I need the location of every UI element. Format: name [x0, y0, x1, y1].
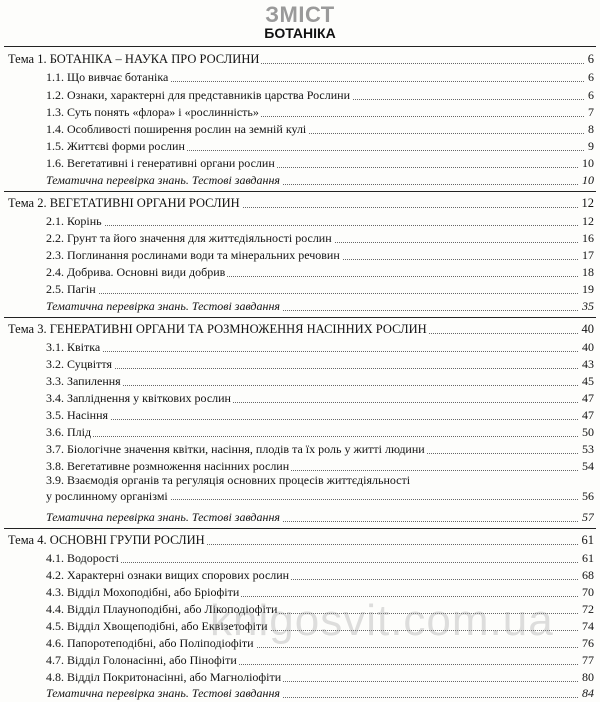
toc-item-label: 2.2. Грунт та його значення для життєдіяльності рослин	[46, 231, 332, 245]
topic-title: Тема 1. БОТАНІКА – НАУКА ПРО РОСЛИНИ	[8, 52, 260, 66]
topic-title: Тема 4. ОСНОВНІ ГРУПИ РОСЛИН	[8, 533, 205, 547]
page-number: 76	[579, 634, 594, 652]
toc-item-label: 4.2. Характерні ознаки вищих спорових рослин	[46, 568, 290, 582]
page-number: 7	[585, 103, 594, 121]
toc-item-label: 1.1. Що вивчає ботаніка	[46, 70, 169, 84]
toc-item[interactable]	[46, 600, 594, 618]
toc-item-label: 4.8. Відділ Покритонасінні, або Магноліофіти	[46, 670, 282, 684]
toc-item[interactable]	[46, 229, 594, 247]
page-number: 40	[579, 338, 594, 356]
toc-item[interactable]	[46, 120, 594, 138]
page-number: 47	[579, 389, 594, 407]
page-number: 61	[579, 549, 594, 567]
toc-item-label: 1.2. Ознаки, характерні для представників царства Рослини	[46, 88, 350, 102]
divider	[4, 46, 596, 47]
toc-item[interactable]	[46, 389, 594, 407]
page-number: 84	[579, 684, 594, 702]
page-number: 54	[579, 457, 594, 475]
toc-item[interactable]	[46, 566, 594, 584]
toc-item-label: 1.3. Суть понять «флора» і «рослинність»	[46, 105, 259, 119]
toc-test-item[interactable]	[46, 684, 594, 702]
toc-item-label: Тематична перевірка знань. Тестові завдання	[46, 299, 280, 313]
toc-item-label: 4.6. Папоротеподібні, або Поліподіофіти	[46, 636, 254, 650]
toc-item-label: Тематична перевірка знань. Тестові завдання	[46, 173, 280, 187]
toc-item-label: 3.1. Квітка	[46, 340, 101, 354]
page-number: 17	[579, 246, 594, 264]
page-number: 12	[579, 194, 595, 212]
toc-item-label: 2.1. Корінь	[46, 214, 102, 228]
toc-item[interactable]	[46, 651, 594, 669]
toc-item-label: 4.4. Відділ Плауноподібні, або Лікоподіофіти	[46, 602, 278, 616]
toc-item[interactable]	[46, 212, 594, 230]
divider	[4, 528, 596, 529]
page-number: 53	[579, 440, 594, 458]
toc-item-label-cont: у рослинному організмі	[46, 489, 168, 503]
toc-topic-2[interactable]	[8, 194, 594, 212]
page-number: 6	[585, 50, 594, 68]
toc-item-label: 3.4. Запліднення у квіткових рослин	[46, 391, 231, 405]
page-number: 56	[579, 488, 594, 504]
divider	[4, 317, 596, 318]
toc-item[interactable]	[46, 103, 594, 121]
toc-topic-4[interactable]	[8, 531, 594, 549]
toc-item-label: 3.6. Плід	[46, 425, 92, 439]
toc-item[interactable]	[46, 154, 594, 172]
topic-title: Тема 3. ГЕНЕРАТИВНІ ОРГАНИ ТА РОЗМНОЖЕННЯ НАСІННИХ РОСЛИН	[8, 322, 427, 336]
toc-item-label: 3.9. Взаємодія органів та регуляція основних процесів життєдіяльності	[46, 473, 411, 487]
toc-item[interactable]	[46, 423, 594, 441]
section-title: БОТАНІКА	[264, 25, 336, 41]
toc-item-label: 3.8. Вегетативне розмноження насінних рослин	[46, 459, 290, 473]
toc-item-label: 3.7. Біологічне значення квітки, насіння, плодів та їх роль у житті людини	[46, 442, 425, 456]
toc-item[interactable]	[46, 280, 594, 298]
page-number: 57	[579, 508, 594, 526]
toc-item-label: 3.2. Суцвіття	[46, 357, 112, 371]
toc-item-label: 3.3. Запилення	[46, 374, 121, 388]
toc-item[interactable]	[46, 440, 594, 458]
toc-item-label: 1.4. Особливості поширення рослин на земній кулі	[46, 122, 307, 136]
divider	[4, 191, 596, 192]
page-number: 80	[579, 668, 594, 686]
watermark: knigosvit.com.ua	[210, 596, 554, 645]
toc-item-label: 4.5. Відділ Хвощеподібні, або Еквізетофіти	[46, 619, 268, 633]
page-number: 68	[579, 566, 594, 584]
toc-item-label: 2.4. Добрива. Основні види добрив	[46, 265, 226, 279]
page-number: 6	[585, 86, 594, 104]
page-number: 19	[579, 280, 594, 298]
topic-title: Тема 2. ВЕГЕТАТИВНІ ОРГАНИ РОСЛИН	[8, 196, 240, 210]
page-number: 6	[585, 68, 594, 86]
toc-item[interactable]	[46, 372, 594, 390]
toc-item[interactable]	[46, 86, 594, 104]
toc-item[interactable]	[46, 583, 594, 601]
page-number: 50	[579, 423, 594, 441]
page-number: 45	[579, 372, 594, 390]
toc-topic-1[interactable]	[8, 50, 594, 68]
toc-item-label: Тематична перевірка знань. Тестові завдання	[46, 510, 280, 524]
toc-item-label: 3.5. Насіння	[46, 408, 109, 422]
page-number: 10	[579, 154, 594, 172]
page-number: 9	[585, 137, 594, 155]
page-title: ЗМІСТ	[265, 2, 335, 27]
toc-item-label: Тематична перевірка знань. Тестові завдання	[46, 686, 280, 700]
toc-item[interactable]	[46, 137, 594, 155]
page-number: 70	[579, 583, 594, 601]
page-number: 10	[579, 171, 594, 189]
toc-item-label: 4.1. Водорості	[46, 551, 119, 565]
toc-item-label: 4.3. Відділ Мохоподібні, або Бріофіти	[46, 585, 240, 599]
toc-item[interactable]	[46, 263, 594, 281]
page-number: 61	[579, 531, 595, 549]
toc-item-label: 1.5. Життєві форми рослин	[46, 139, 185, 153]
page-number: 40	[579, 320, 595, 338]
toc-item[interactable]	[46, 617, 594, 635]
page-number: 74	[579, 617, 594, 635]
page-number: 35	[579, 297, 594, 315]
page-number: 18	[579, 263, 594, 281]
page-number: 43	[579, 355, 594, 373]
page-number: 8	[585, 120, 594, 138]
toc-item[interactable]	[46, 634, 594, 652]
toc-item[interactable]	[46, 355, 594, 373]
toc-item-label: 2.5. Пагін	[46, 282, 96, 296]
toc-item-label: 4.7. Відділ Голонасінні, або Пінофіти	[46, 653, 237, 667]
page-number: 16	[579, 229, 594, 247]
page-number: 12	[579, 212, 594, 230]
toc-test-item[interactable]	[46, 297, 594, 315]
toc-item[interactable]	[46, 338, 594, 356]
toc-test-item[interactable]	[46, 508, 594, 526]
toc-item[interactable]	[46, 68, 594, 86]
toc-test-item[interactable]	[46, 171, 594, 189]
page-number: 77	[579, 651, 594, 669]
toc-item-multiline[interactable]	[46, 473, 594, 504]
toc-item[interactable]	[46, 549, 594, 567]
page-number: 72	[579, 600, 594, 618]
page-number: 47	[579, 406, 594, 424]
toc-item-label: 2.3. Поглинання рослинами води та мінеральних речовин	[46, 248, 340, 262]
toc-item[interactable]	[46, 246, 594, 264]
toc-topic-3[interactable]	[8, 320, 594, 338]
toc-item[interactable]	[46, 406, 594, 424]
toc-item-label: 1.6. Вегетативні і генеративні органи рослин	[46, 156, 275, 170]
